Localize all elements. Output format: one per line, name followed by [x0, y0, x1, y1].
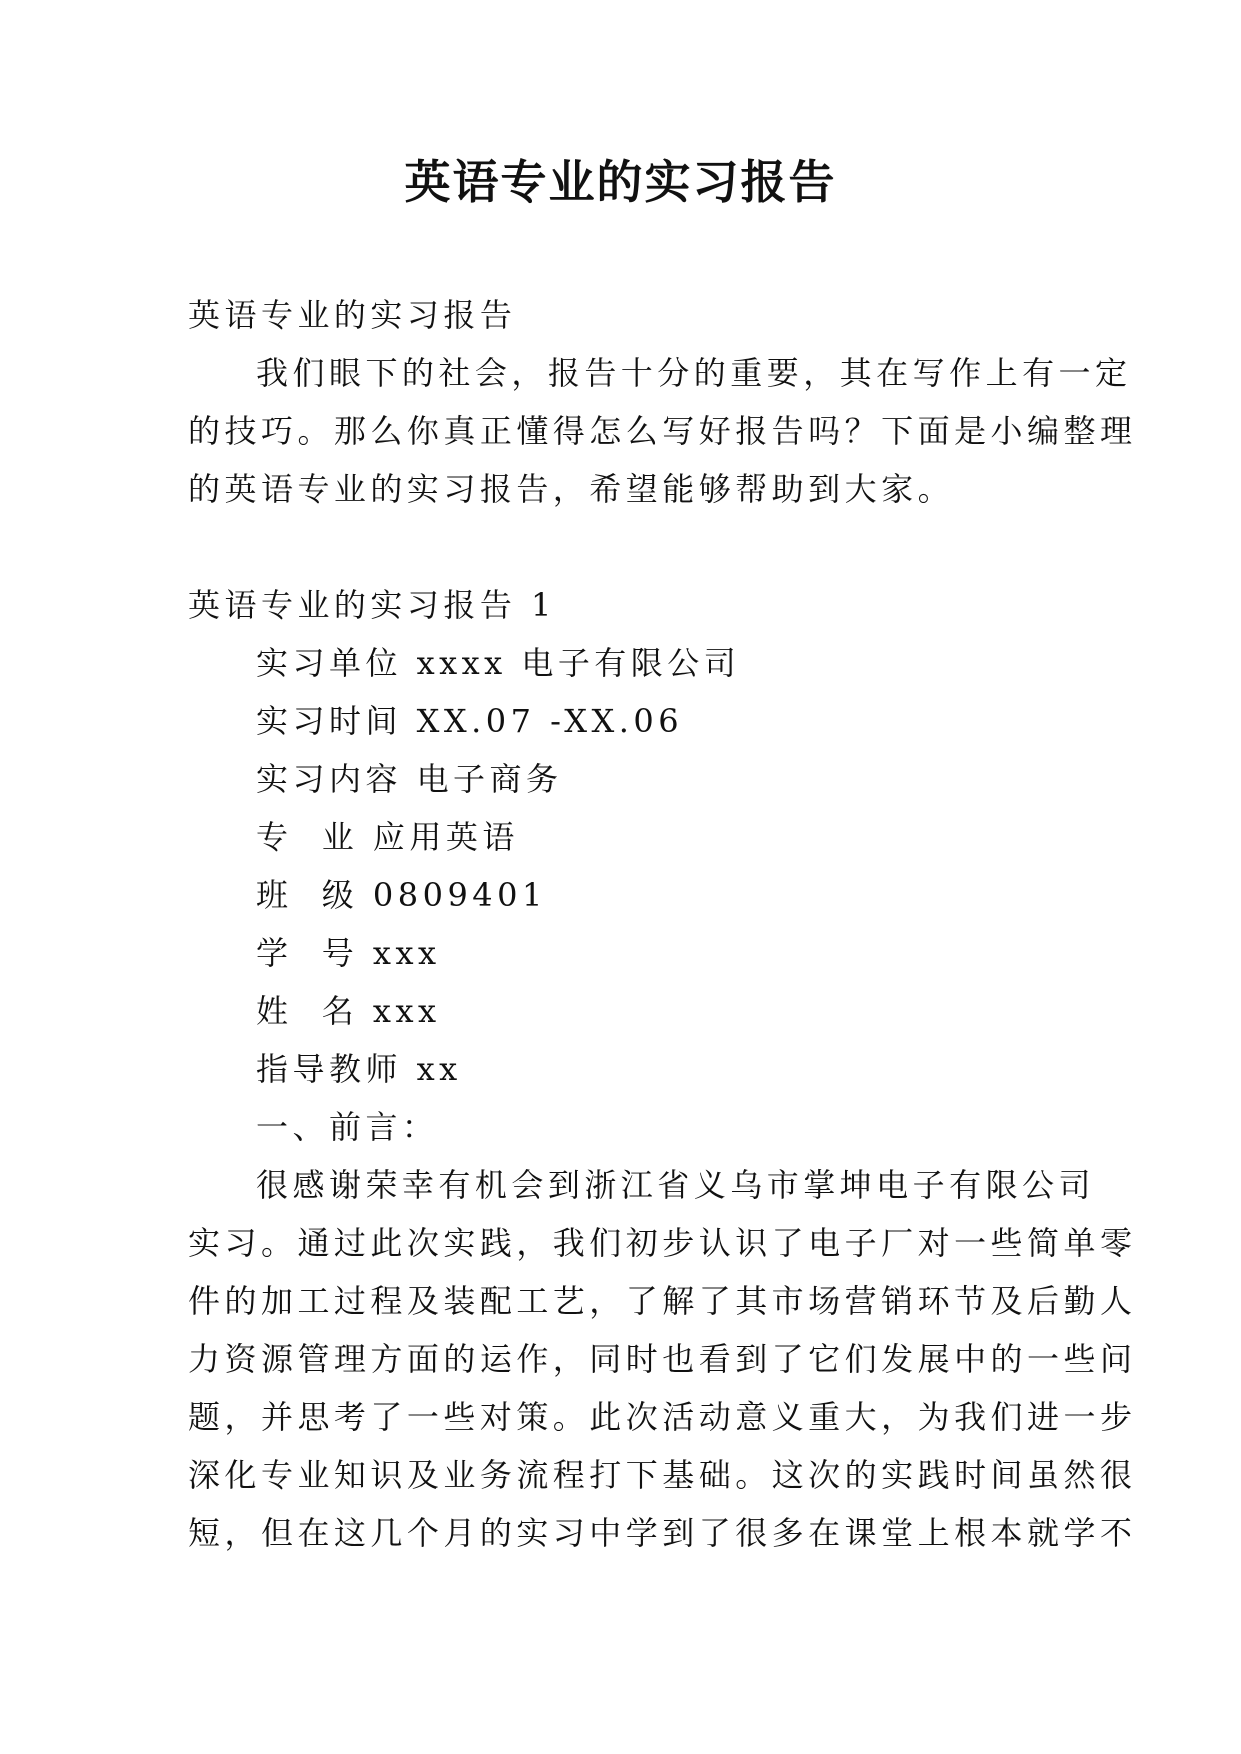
info-row-content [188, 750, 1054, 808]
preface-line-5: 题，并思考了一些对策。此次活动意义重大，为我们进一步 [188, 1398, 1137, 1436]
info-label: 班 级 [256, 876, 359, 914]
preface-line-4: 力资源管理方面的运作，同时也看到了它们发展中的一些问 [188, 1340, 1137, 1378]
intro-line-2: 的技巧。那么你真正懂得怎么写好报告吗？下面是小编整理 [188, 412, 1137, 450]
info-row-name [188, 982, 1054, 1040]
info-label: 姓 名 [256, 992, 359, 1030]
preface-line-2: 实习。通过此次实践，我们初步认识了电子厂对一些简单零 [188, 1224, 1137, 1262]
info-label: 实习时间 [256, 702, 402, 740]
info-label: 指导教师 [256, 1050, 402, 1088]
info-row-advisor [188, 1040, 1054, 1098]
info-value: XX.07 -XX.06 [416, 702, 684, 740]
preface-line-3: 件的加工过程及装配工艺，了解了其市场营销环节及后勤人 [188, 1282, 1137, 1320]
info-value: 0809401 [372, 876, 547, 914]
info-label: 实习单位 [256, 644, 402, 682]
intro-line-1: 我们眼下的社会，报告十分的重要，其在写作上有一定 [256, 354, 1132, 392]
preface-line-1: 很感谢荣幸有机会到浙江省义乌市掌坤电子有限公司 [256, 1166, 1096, 1204]
info-row-major [188, 808, 1054, 866]
paragraph-gap [188, 518, 1054, 576]
info-row-student-id [188, 924, 1054, 982]
info-value: xxxx 电子有限公司 [416, 644, 741, 682]
info-row-class [188, 866, 1054, 924]
section1-heading: 英语专业的实习报告 1 [188, 586, 556, 624]
document-body [188, 286, 1137, 1562]
info-value: xxx [372, 992, 441, 1030]
info-row-time [188, 692, 1054, 750]
info-value: 应用英语 [372, 818, 519, 856]
preface-heading: 一、前言： [256, 1108, 439, 1146]
info-label: 实习内容 [256, 760, 402, 798]
preface-line-7: 短，但在这几个月的实习中学到了很多在课堂上根本就学不 [188, 1514, 1137, 1552]
info-value: 电子商务 [416, 760, 563, 798]
info-row-unit [188, 634, 1054, 692]
intro-line-3: 的英语专业的实习报告，希望能够帮助到大家。 [188, 470, 955, 508]
info-value: xx [416, 1050, 462, 1088]
info-label: 学 号 [256, 934, 359, 972]
info-value: xxx [372, 934, 441, 972]
info-label: 专 业 [256, 818, 359, 856]
document-title: 英语专业的实习报告 [404, 155, 837, 209]
document-subtitle: 英语专业的实习报告 [188, 296, 517, 334]
preface-line-6: 深化专业知识及业务流程打下基础。这次的实践时间虽然很 [188, 1456, 1137, 1494]
